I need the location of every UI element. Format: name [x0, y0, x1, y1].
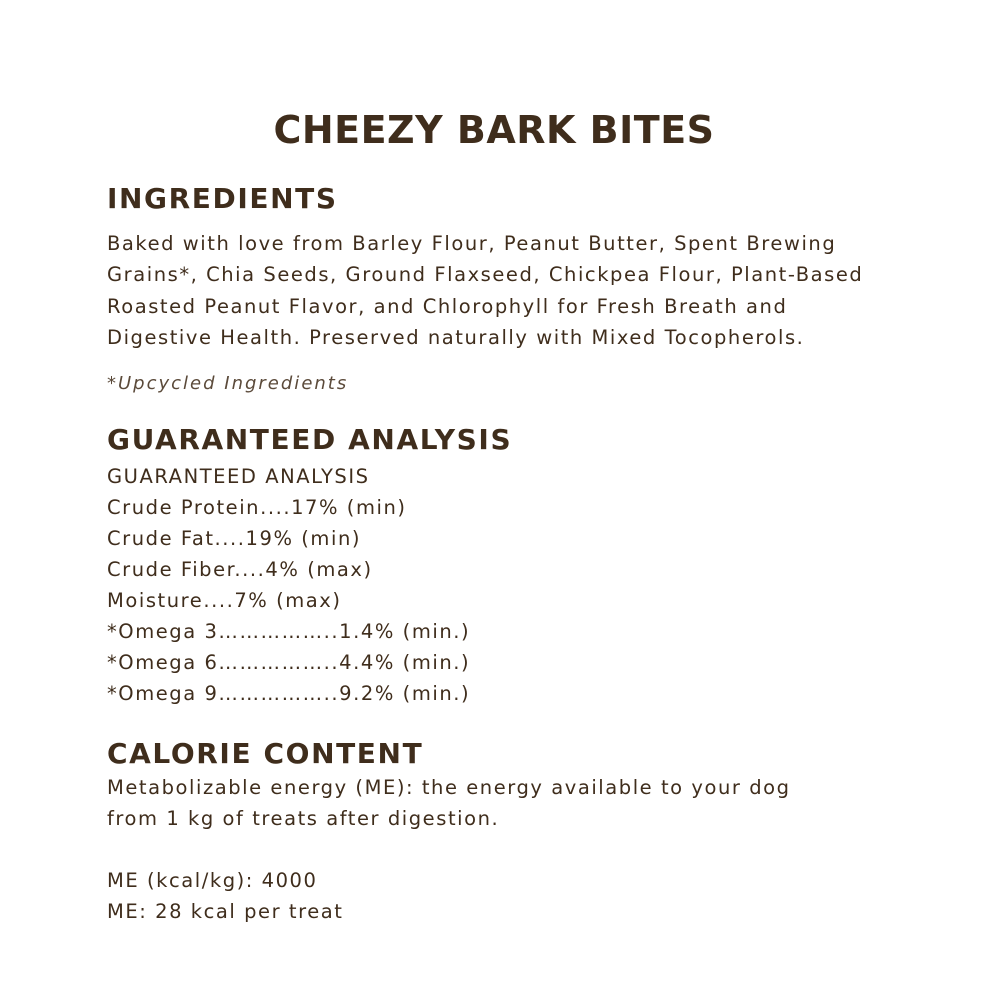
ingredients-heading: INGREDIENTS [107, 182, 338, 215]
analysis-row: Crude Fat....19% (min) [107, 527, 362, 550]
calorie-line: Metabolizable energy (ME): the energy available to your dog [107, 776, 791, 799]
me-per-treat: ME: 28 kcal per treat [107, 900, 344, 923]
ingredients-line: Baked with love from Barley Flour, Peanut Butter, Spent Brewing [107, 232, 837, 255]
analysis-row: Crude Fiber....4% (max) [107, 558, 373, 581]
me-kcal-per-kg: ME (kcal/kg): 4000 [107, 869, 318, 892]
analysis-subheading: GUARANTEED ANALYSIS [107, 465, 370, 488]
calorie-line: from 1 kg of treats after digestion. [107, 807, 500, 830]
upcycled-note: *Upcycled Ingredients [107, 373, 349, 394]
analysis-row: *Omega 6……………..4.4% (min.) [107, 651, 471, 674]
analysis-row: Crude Protein....17% (min) [107, 496, 407, 519]
analysis-row: Moisture....7% (max) [107, 589, 342, 612]
ingredients-line: Grains*, Chia Seeds, Ground Flaxseed, Chickpea Flour, Plant-Based [107, 263, 864, 286]
analysis-row: *Omega 3……………..1.4% (min.) [107, 620, 471, 643]
ingredients-line: Digestive Health. Preserved naturally with Mixed Tocopherols. [107, 326, 805, 349]
ingredients-line: Roasted Peanut Flavor, and Chlorophyll for Fresh Breath and [107, 295, 788, 318]
analysis-heading: GUARANTEED ANALYSIS [107, 423, 513, 456]
page-title: CHEEZY BARK BITES [273, 108, 715, 152]
analysis-row: *Omega 9……………..9.2% (min.) [107, 682, 471, 705]
calorie-heading: CALORIE CONTENT [107, 737, 424, 770]
